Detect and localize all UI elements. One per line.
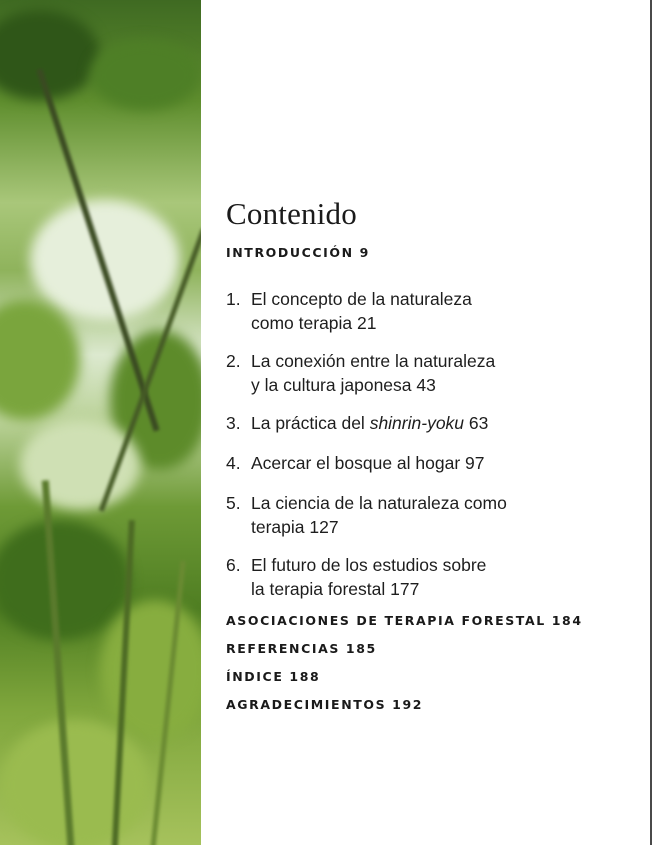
- toc-entry-associations: ASOCIACIONES DE TERAPIA FORESTAL 184: [226, 613, 583, 628]
- chapter-item: [226, 411, 626, 435]
- chapter-title-line: terapia 127: [251, 517, 339, 537]
- chapter-page-number: 63: [464, 413, 489, 433]
- table-of-contents: [226, 196, 626, 725]
- forest-photo: [0, 0, 201, 845]
- chapter-title-line: La conexión entre la naturaleza: [251, 351, 496, 371]
- chapter-title-line: Acercar el bosque al hogar 97: [251, 453, 485, 473]
- chapter-number: 3.: [226, 413, 241, 433]
- chapter-item: [226, 349, 626, 397]
- chapter-item: [226, 287, 626, 335]
- chapter-title-line: El futuro de los estudios sobre: [251, 555, 487, 575]
- chapter-item: [226, 553, 626, 601]
- chapter-title-line: [251, 411, 488, 435]
- chapter-number: 4.: [226, 453, 241, 473]
- toc-entry-references: REFERENCIAS 185: [226, 641, 377, 656]
- toc-entry-acknowledgements: AGRADECIMIENTOS 192: [226, 697, 424, 712]
- chapter-title-line: El concepto de la naturaleza: [251, 289, 472, 309]
- page-title: Contenido: [226, 196, 357, 231]
- back-matter-list: [226, 613, 626, 713]
- chapter-item: [226, 491, 626, 539]
- chapter-title-italic: shinrin-yoku: [369, 413, 465, 433]
- chapter-number: 6.: [226, 555, 241, 575]
- chapter-number: 1.: [226, 289, 241, 309]
- chapter-list: [226, 287, 626, 601]
- chapter-title-line: como terapia 21: [251, 313, 377, 333]
- toc-entry-introduction: INTRODUCCIÓN 9: [226, 245, 370, 260]
- chapter-title-line: y la cultura japonesa 43: [251, 375, 436, 395]
- chapter-title-text: La práctica del: [251, 413, 370, 433]
- toc-entry-index: ÍNDICE 188: [226, 669, 321, 684]
- chapter-number: 5.: [226, 493, 241, 513]
- chapter-item: [226, 451, 626, 475]
- chapter-number: 2.: [226, 351, 241, 371]
- chapter-title-line: La ciencia de la naturaleza como: [251, 493, 507, 513]
- chapter-title-line: la terapia forestal 177: [251, 579, 420, 599]
